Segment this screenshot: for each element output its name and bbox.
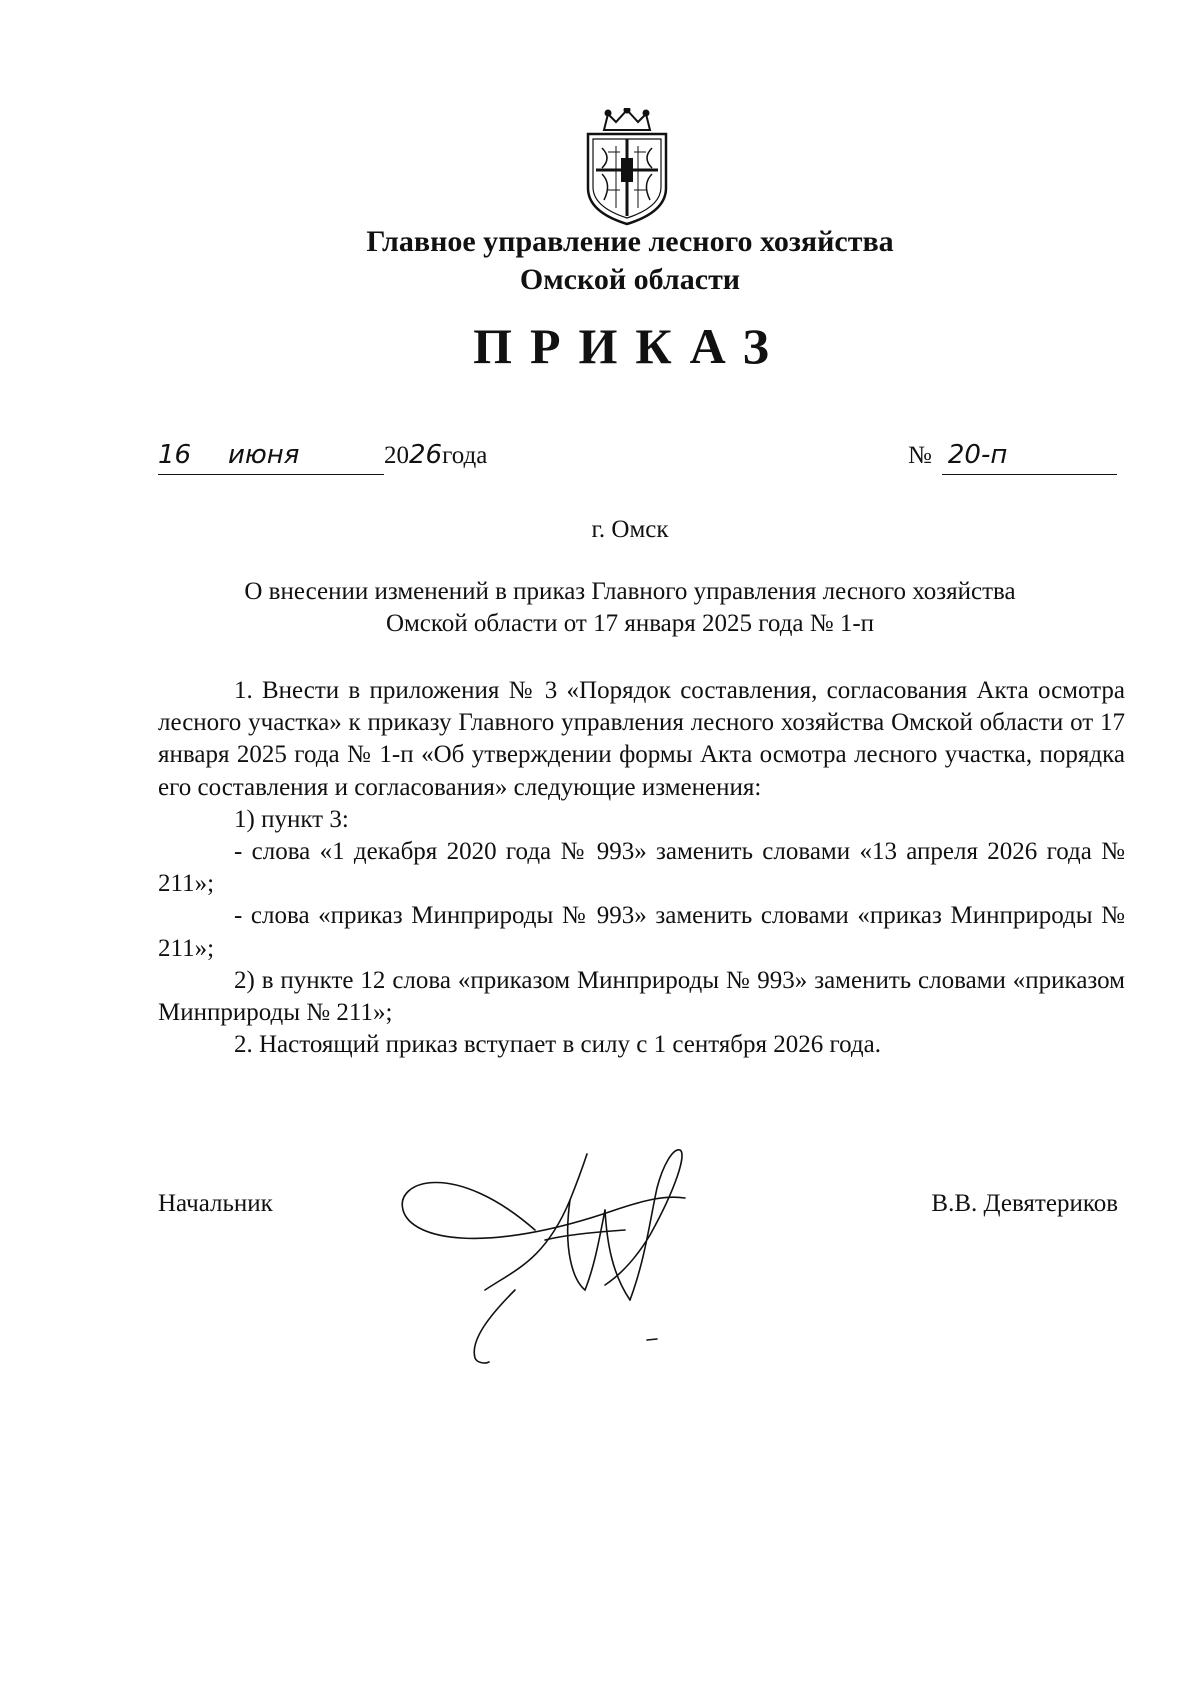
year-word: года — [442, 442, 488, 469]
signatory-title: Начальник — [158, 1190, 273, 1217]
document-number — [908, 440, 1007, 471]
paragraph-1: 1. Внести в приложения № 3 «Порядок составления, согласования Акта осмотра лесного участка» к приказу Главного управления лесного хозяйства Омской области от 17 января 2025 года № 1-п «Об утверждении формы Акта осмотра лесного участка, порядка его составления и согласования» следующие изменения: — [158, 677, 1125, 801]
paragraph-3: - слова «1 декабря 2020 года № 993» заменить словами «13 апреля 2026 года № 211»; — [158, 838, 1125, 898]
paragraph-5: 2) в пункте 12 слова «приказом Минприроды № 993» заменить словами «приказом Минприроды № 211»; — [158, 966, 1125, 1027]
date-underline — [158, 474, 384, 475]
signatory-name: В.В. Девятериков — [931, 1190, 1118, 1217]
document-subject — [150, 576, 1110, 640]
document-date — [158, 440, 487, 471]
city: г. Омск — [591, 516, 669, 543]
date-day-handwritten: 16 — [158, 440, 192, 470]
organization-name-line1: Главное управление лесного хозяйства — [366, 225, 894, 258]
document-body — [158, 675, 1125, 1061]
year-prefix: 20 — [384, 442, 409, 469]
coat-of-arms-icon — [582, 108, 672, 226]
organization-name-line2: Омской области — [519, 263, 741, 296]
paragraph-6: 2. Настоящий приказ вступает в силу с 1 сентября 2026 года. — [234, 1031, 881, 1059]
subject-line2: Омской области от 17 января 2025 года № 1-п — [385, 610, 875, 637]
year-suffix-handwritten: 26 — [409, 440, 443, 470]
number-underline — [942, 474, 1117, 475]
number-sign: № — [908, 442, 932, 469]
paragraph-2: 1) пункт 3: — [234, 805, 349, 833]
subject-line1: О внесении изменений в приказ Главного управления лесного хозяйства — [244, 578, 1016, 605]
handwritten-signature — [395, 1140, 735, 1365]
number-value-handwritten: 20-п — [947, 440, 1008, 470]
document-type-title: ПРИКАЗ — [473, 318, 787, 374]
paragraph-4: - слова «приказ Минприроды № 993» заменить словами «приказ Минприроды № 211»; — [158, 902, 1125, 962]
date-month-handwritten: июня — [228, 440, 300, 470]
